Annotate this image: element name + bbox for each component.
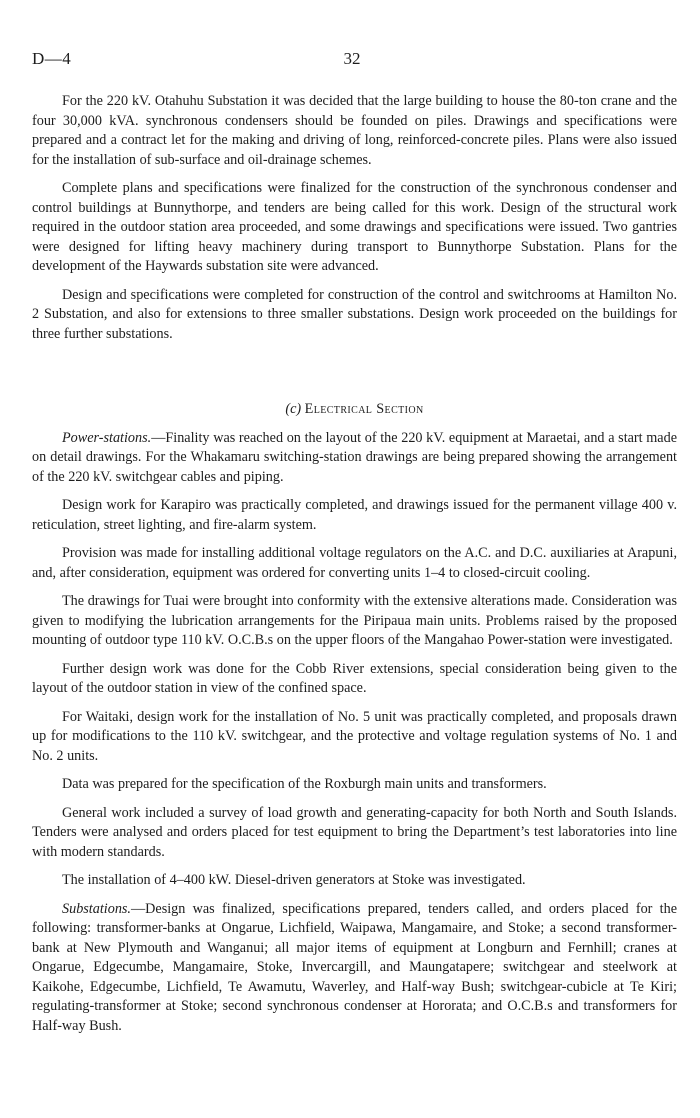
document-reference: D—4 xyxy=(32,49,72,68)
paragraph-arapuni: Provision was made for installing additional voltage regulators on the A.C. and D.C. auxiliaries at Arapuni, and, after consideration, equipment was ordered for converting units 1–4 to closed-circuit cooling. xyxy=(32,545,677,581)
power-stations-run-in: Power-stations. xyxy=(62,429,152,446)
paragraph-tuai: The drawings for Tuai were brought into conformity with the extensive alterations made. Consideration was given to modifying the lubrication arrangements for the Piripaua main units. Problems raised by the proposed mounting of outdoor type 110 kV. O.C.B.s on the upper floors of the Mangahao Power-station were investigated. xyxy=(32,593,677,648)
substations-run-in: Substations. xyxy=(62,900,131,917)
page-number: 32 xyxy=(343,49,361,68)
paragraph-hamilton: Design and specifications were completed for construction of the control and switchrooms at Hamilton No. 2 Substation, and also for extensions to three smaller substations. Design work proceeded on the buildings for three further substations. xyxy=(32,286,677,342)
paragraph-karapiro: Design work for Karapiro was practically completed, and drawings issued for the permanent village 400 v. reticulation, street lighting, and fire-alarm system. xyxy=(32,497,677,533)
paragraph-waitaki: For Waitaki, design work for the installation of No. 5 unit was practically completed, and proposals drawn up for modifications to the 110 kV. switchgear, and the protective and voltage regulation systems of No. 1 and No. 2 units. xyxy=(32,708,677,764)
substations-text: —Design was finalized, specifications prepared, tenders called, and orders placed for the following: transformer-banks at Ongarue, Lichfield, Waipawa, Mangamaire, and Stoke; a second transformer-bank at New Plymouth and Wanganui; all major items of equipment at Longburn and Fernhill; cranes at Ongarue, Edgecumbe, Mangamaire, Stoke, Invercargill, and Maungatapere; switchgear and steelwork at Kaikohe, Edgecumbe, Lichfield, Te Awamutu, Waverley, and Half-way Bush; switchgear-cubicle at Te Kiri; regulating-transformer at Stoke; second synchronous condenser at Hororata; and O.C.B.s and transformers for Half-way Bush. xyxy=(32,900,677,1034)
section-title: Electrical Section xyxy=(304,401,424,417)
paragraph-cobb-river: Further design work was done for the Cobb River extensions, special consideration being given to the layout of the outdoor station in view of the confined space. xyxy=(32,660,677,696)
power-stations-text: —Finality was reached on the layout of the 220 kV. equipment at Maraetai, and a start made on detail drawings. For the Whakamaru switching-station drawings are being prepared showing the arrangement of the 220 kV. switchgear cables and piping. xyxy=(32,429,677,485)
section-label: (c) xyxy=(285,401,302,417)
paragraph-substations xyxy=(32,900,677,1037)
paragraph-stoke-diesel: The installation of 4–400 kW. Diesel-driven generators at Stoke was investigated. xyxy=(62,872,526,888)
page-body xyxy=(32,92,677,1036)
paragraph-general-work: General work included a survey of load growth and generating-capacity for both North and South Islands. Tenders were analysed and orders placed for test equipment to bring the Department’s test laboratories into line with modern standards. xyxy=(32,804,677,860)
page-header xyxy=(32,49,672,73)
paragraph-power-stations xyxy=(32,429,677,488)
paragraph-bunnythorpe: Complete plans and specifications were finalized for the construction of the synchronous condenser and control buildings at Bunnythorpe, and tenders are being called for this work. Design of the structural work required in the outdoor station area proceeded, and some drawings and specifications were issued. Two gantries were designed for lifting heavy machinery during transport to Bunnythorpe Substation. Plans for the development of the Haywards substation site were advanced. xyxy=(32,180,677,274)
section-heading xyxy=(32,400,677,420)
paragraph-roxburgh: Data was prepared for the specification of the Roxburgh main units and transformers. xyxy=(62,776,547,792)
paragraph-otahuhu: For the 220 kV. Otahuhu Substation it was decided that the large building to house the 80-ton crane and the four 30,000 kVA. synchronous condensers should be founded on piles. Drawings and specifications were prepared and a contract let for the making and driving of long, reinforced-concrete piles. Plans were also issued for the installation of sub-surface and oil-drainage schemes. xyxy=(32,93,677,168)
